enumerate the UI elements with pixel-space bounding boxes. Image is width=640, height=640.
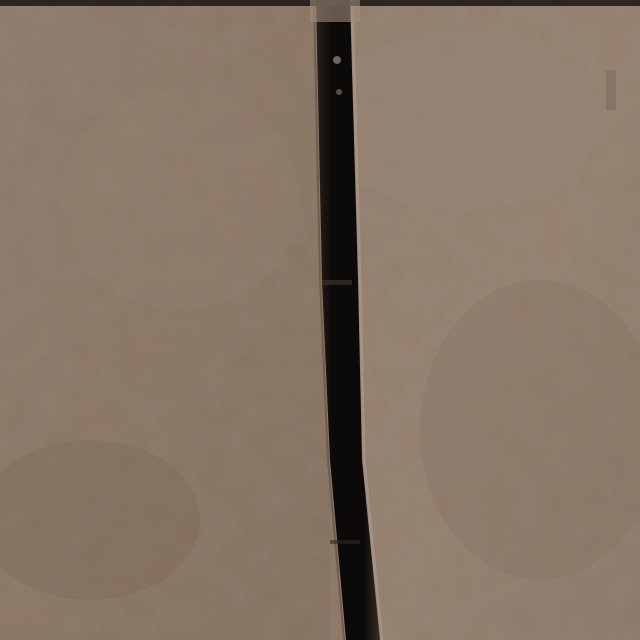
gap-speck bbox=[336, 89, 342, 95]
right-scuff bbox=[606, 70, 616, 110]
top-light-patch bbox=[310, 0, 360, 22]
gap-speck bbox=[333, 56, 341, 64]
gap-band bbox=[322, 280, 352, 285]
light-patch bbox=[60, 90, 300, 310]
light-patch bbox=[320, 30, 600, 210]
gap-band bbox=[330, 540, 360, 544]
